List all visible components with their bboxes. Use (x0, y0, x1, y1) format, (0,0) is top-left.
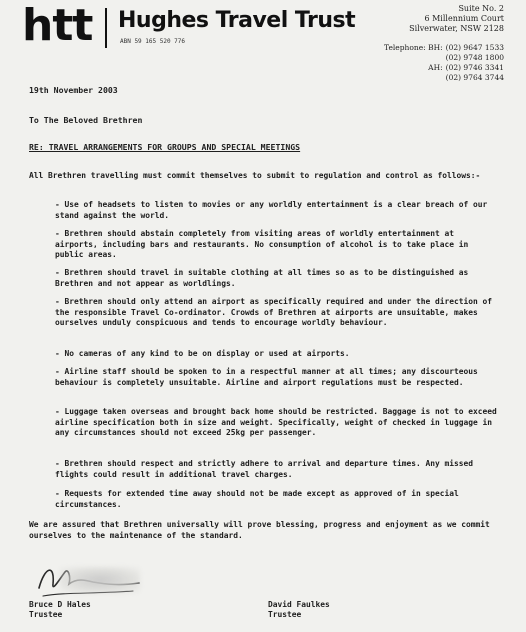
phone-label: Telephone: BH: (384, 43, 443, 52)
signatory-block (29, 600, 91, 620)
closing-paragraph: We are assured that Brethren universally will prove blessing, progress and enjoyment as we commit ourselves to the maintenance of the standard. (29, 520, 490, 540)
phone-label: AH: (428, 63, 443, 72)
signatory-name: Bruce D Hales (29, 600, 91, 609)
htt-logo: htt (22, 0, 93, 51)
phone-number: (02) 9748 1800 (445, 53, 504, 62)
address-line: Silverwater, NSW 2128 (409, 24, 504, 33)
phone-row (384, 43, 504, 53)
rule-item: - Brethren should travel in suitable clothing at all times so as to be distinguished as Brethren and not appear as worldlings. (55, 268, 469, 288)
signatory-name: David Faulkes (268, 600, 330, 609)
logo-divider (105, 8, 107, 48)
signatory-title: Trustee (268, 610, 302, 619)
phone-block (384, 43, 504, 83)
rule-item: - Requests for extended time away should not be made except as approved of in special circumstances. (55, 489, 459, 509)
intro-paragraph: All Brethren travelling must commit themselves to submit to regulation and control as follows:- (29, 171, 481, 180)
phone-number: (02) 9647 1533 (445, 43, 504, 52)
rule-item: - Brethren should abstain completely from visiting areas of worldly entertainment at airports, including bars and restaurants. No consumption of alcohol is to take place in public areas. (55, 229, 469, 259)
rule-item: - Brethren should respect and strictly adhere to arrival and departure times. Any missed flights could result in additional travel charges. (55, 459, 474, 479)
subject-line: RE: TRAVEL ARRANGEMENTS FOR GROUPS AND SPECIAL MEETINGS (29, 142, 301, 152)
signatory-title: Trustee (29, 610, 63, 619)
signatory-block (268, 600, 330, 620)
abn-number: ABN 59 165 520 776 (120, 38, 186, 45)
phone-row (384, 73, 504, 83)
rule-item: - Airline staff should be spoken to in a respectful manner at all times; any discourteous behaviour is completely unsuitable. Airline and airport regulations must be respected. (55, 367, 478, 387)
signature-redaction (60, 567, 140, 593)
phone-row (384, 63, 504, 73)
rule-item: - Luggage taken overseas and brought back home should be restricted. Baggage is not to exceed airline specification both in size and weight. Specifically, weight of checked in luggage in any circumstances should not exceed 25kg per passenger. (55, 407, 497, 437)
organization-name: Hughes Travel Trust (118, 8, 356, 33)
rule-item: - No cameras of any kind to be on display or used at airports. (55, 349, 350, 358)
rule-item: - Brethren should only attend an airport as specifically required and under the direction of the responsible Travel Co-ordinator. Crowds of Brethren at airports are unsuitable, makes ourselves unduly conspicuous and tends to encourage worldly behaviour. (55, 297, 493, 327)
phone-number: (02) 9764 3744 (445, 73, 504, 82)
letter-date: 19th November 2003 (29, 85, 118, 95)
address-line: Suite No. 2 (458, 4, 504, 13)
phone-row (384, 53, 504, 63)
phone-number: (02) 9746 3341 (445, 63, 504, 72)
address-block (409, 4, 504, 34)
rule-item: - Use of headsets to listen to movies or any worldly entertainment is a clear breach of our stand against the world. (55, 200, 488, 220)
address-line: 6 Millennium Court (424, 14, 504, 23)
salutation: To The Beloved Brethren (29, 115, 143, 125)
